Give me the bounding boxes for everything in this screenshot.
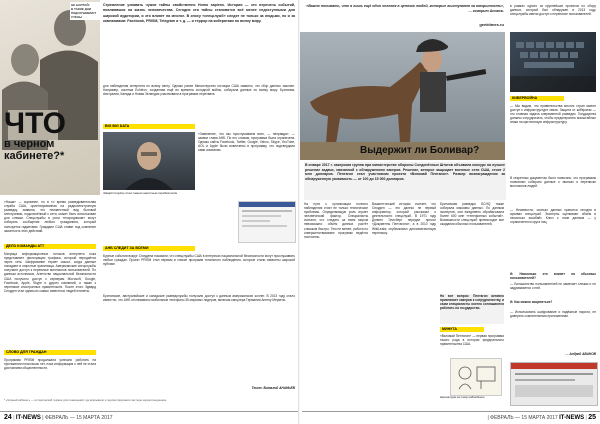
right-heading-1: КИБЕРВОЙНА bbox=[510, 96, 564, 101]
qa-question-2: И: Как можно защититься? bbox=[510, 300, 553, 304]
qa-answer-1: — Большинство пользователей не замечает слежки и не задумывается о ней. bbox=[510, 282, 596, 291]
right-page bbox=[300, 0, 600, 424]
right-col3-bottom-text-2: «Взломай Пентагон» — первая программа такого рода в истории федерального правительства США. bbox=[440, 334, 504, 347]
footer-separator-right: | bbox=[585, 415, 587, 421]
left-heading-4: АНБ СЛЕДИТ ЗА ВСЕМИ bbox=[103, 246, 195, 251]
left-col3-text-a: Бурные события вокруг Сноудена показали, что спецслужбы США в интересах национальной безопасности могут прослушивать любых граждан. Проект PRISM стал первым в списке программ тотального наблюдения, которые стали известны широкой публике. bbox=[103, 254, 295, 267]
poster-text-block bbox=[70, 2, 100, 20]
sketch-caption: Карикатура на тему наблюдения bbox=[440, 395, 485, 399]
right-heading-2: МИНУТА bbox=[440, 327, 484, 332]
poster-line: НЕ БОЛТАЙ! bbox=[71, 3, 90, 7]
article-lead: Стремление узнавать чужие тайны свойственно Homo sapiens. История — это перечень событий, повлиявших на жизнь человечества. Сегодня эти тайны становятся всё менее недоступными для широкой аудитории, и это влияет на многое. В эпоху «спецслужб» следят не только за людьми, но и за компаниями: Facebook, PRISM, Telegram и т. д. — и террор на кибератаки по всему миру. bbox=[103, 3, 295, 24]
website-screenshot-image bbox=[238, 201, 296, 243]
article-title-right: Выдержит ли Боливар? bbox=[360, 145, 480, 156]
photo-caption: Эдвард Сноуден стал самым известным перебежчиком bbox=[103, 191, 178, 195]
pull-quote: «Важно понимать, что я лишь ещё один человек в цепочке людей, которые выступают за открытость», — говорит Ассанж. bbox=[306, 4, 504, 13]
right-col4-text-c: В секретных документах было написано, что программы позволяют собирать данные о звонках и переписке миллионов людей. bbox=[510, 176, 596, 189]
title-line-2: в черном bbox=[4, 138, 55, 150]
poster-line: СТЕНЫ bbox=[71, 15, 83, 19]
left-col3-text-b: Британские, австралийские и канадские разведслужбы получали доступ к данным американских коллег. В 2013 году стало известно, что АНБ отслеживало мобильные телефоны 35 мировых лидеров, включая канцлера Германии Ангелу Меркель. bbox=[103, 294, 295, 303]
left-col1-text-c: Программа PRISM продолжала успешно работать на протяжении нескольких лет, пока информация о ней не стала достоянием общественности. bbox=[4, 358, 96, 371]
issue-date: | ФЕВРАЛЬ — 15 МАРТА 2017 bbox=[42, 415, 113, 421]
left-heading-1: ДЕЛО КОМАНДЫ ATT bbox=[4, 244, 96, 249]
page-number-right: 25 bbox=[588, 414, 596, 421]
left-heading-2: СЛОВО ДЛЯ ГРАЖДАН bbox=[4, 350, 96, 355]
qa-answer-2: — Использовать шифрование и надёжные пароли, не доверять сомнительным приложениям. bbox=[510, 310, 596, 319]
right-col4-text-b: — Мы видим, что правительства многих стран имеют доступ к инфраструктуре связи. Защита от кибератак — это главная задача современной разведки. Государства должны сотрудничать, чтобы предотвратить масштабные атаки на критическую инфраструктуру. bbox=[510, 104, 596, 125]
article-title bbox=[4, 107, 99, 162]
qa-author: — Андрей АВАНОВ bbox=[565, 352, 596, 356]
qa-question-1: И: Насколько это влияет на обычных пользователей? bbox=[510, 272, 596, 281]
brand-logo: IT-NEWS bbox=[15, 415, 41, 421]
left-col1-text-b: Матрица информационных потоков интернета пока представляет фильтрацию трафика, который передаётся через сеть. Шифрование теряет смысл, когда данные попадают в открытые хранилища. Американские спецслужбы получают доступ к переписке миллионов пользователей. По данным источников, Агентство национальной безопасности США получило доступ к серверам Microsoft, Google, Facebook, Apple, Skype и других компаний, а также к переписке иностранных правительств. После этого Эдвард Сноуден стал одним из самых известных людей планеты. bbox=[4, 252, 96, 293]
keyboard-photo bbox=[510, 32, 596, 92]
article-lead-right: В январе 2017 г. хакерская группа при министерстве обороны Соединённых Штатов объявила конкурс на лучшее решение задачи, связанной с обнаружением хакеров. Решение, которое защищает военные сети США, стоит 2 млн долларов. Пентагон стал участником проекта «Взломай Пентагон». Размер вознаграждения за обнаруженную уязвимость — от 100 до 15 000 долларов. bbox=[304, 162, 506, 200]
footer-separator: | bbox=[13, 415, 15, 421]
author-signature: Текст: Виталий АНАНЬЕВ bbox=[251, 386, 295, 390]
bottom-right-ad bbox=[510, 362, 598, 406]
snowden-photo bbox=[103, 132, 195, 190]
issue-date-right: | ФЕВРАЛЬ — 15 МАРТА 2017 bbox=[487, 415, 558, 421]
left-col2-text-b: «Заявление, что мы прослушиваем всех, — неправда», — заявил глава АНБ. По его словам, программа была ограничена. Однако сайты Facebook, Twitter, Google, Yahoo, Skype, YouTube, AOL и Apple были вовлечены в программу, что подтвердили сами компании. bbox=[198, 132, 295, 153]
right-col4-text-a: в рамках одного из крупнейших проектов по сбору данных, который был обнаружен в 2013 году, спецслужбы имели доступ к переписке пользователей. bbox=[510, 4, 596, 17]
brand-logo-right: IT-NEWS bbox=[559, 415, 585, 421]
bolivar-photo bbox=[300, 32, 505, 160]
poster-line: ПОДСЛУШИВАЮТ bbox=[71, 11, 97, 15]
page-number: 24 bbox=[4, 414, 12, 421]
propaganda-poster-image bbox=[0, 0, 100, 195]
poster-line: В ТАКИЕ ДНИ bbox=[71, 7, 92, 11]
title-line-3: кабинете?* bbox=[4, 150, 65, 162]
right-page-footer bbox=[302, 411, 600, 424]
quote-source: geektimes.ru bbox=[479, 23, 504, 27]
right-col2-text: Вашингтонский историк считает, что Сноуден — это далеко не первый информатор, который рассказал о деятельности спецслужб. В 1971 году Дэниел Эллсберг передал прессе «Документы Пентагона», а в 2010 году WikiLeaks опубликовал дипломатическую переписку. bbox=[372, 202, 436, 235]
right-col1-text: На пути к организации полного наблюдения стоят не только технические проблемы. Определяющую роль играет человеческий фактор. Специалисты считают, что следить за всем миром невозможно: объём данных растёт слишком быстро. Тем не менее, работа по совершенствованию программ ведётся постоянно. bbox=[304, 202, 368, 239]
cartoon-sketch-image bbox=[450, 358, 502, 396]
title-line-1: ЧТО bbox=[4, 107, 66, 140]
left-col1-text-a: «Наша» — скромнее, но в то время разведывательная служба США, ориентированная на радиоэлектронную разведку, заявила, что неизвестный вид бытовой электроники, подключённый к сети, может быть использован для слежки. Спецслужбы в роли «посредников» могут собирать сообщения любого гражданина, который пользуется гаджетами. Граждане США ставят под сомнение законность этих действий. bbox=[4, 200, 96, 233]
footnote: * «Чёрный кабинет» — исторический термин для помещений, где вскрывали и перлюстрировали частную корреспонденцию. bbox=[4, 398, 167, 402]
right-col3-text: Британская разведка GCHQ также собирала массивы данных. По данным экспертов, она ежедневно обрабатывала более 600 млн «телефонных событий». Возможности спецслужб превосходят все ожидания обычных пользователей. bbox=[440, 202, 504, 227]
right-col3-bottom-text: Но вот вопрос: Пентагон активно привлекает хакеров к сотрудничеству, и сами специалисты охотно соглашаются работать на государство. bbox=[440, 294, 504, 324]
left-col2-text-a: для наблюдения интернета по всему свету. Однако ранее Министерство юстиции США заявило, что сбор данных законен. Например, система Echelon, созданная ещё во времена холодной войны, собирала данные по всему миру. Британия, Австралия, Канада и Новая Зеландия участвовали в программе перехвата. bbox=[103, 84, 295, 97]
left-heading-3: BIG BIG DATA bbox=[103, 124, 195, 129]
left-page-footer bbox=[0, 411, 298, 424]
right-col4-text-d: — Неизвестно, сколько данных хранится сегодня в архивах спецслужб. Эксперты оценивают объём в несколько эксабайт. Ключ к этим данным — у ограниченного круга лиц. bbox=[510, 208, 596, 225]
